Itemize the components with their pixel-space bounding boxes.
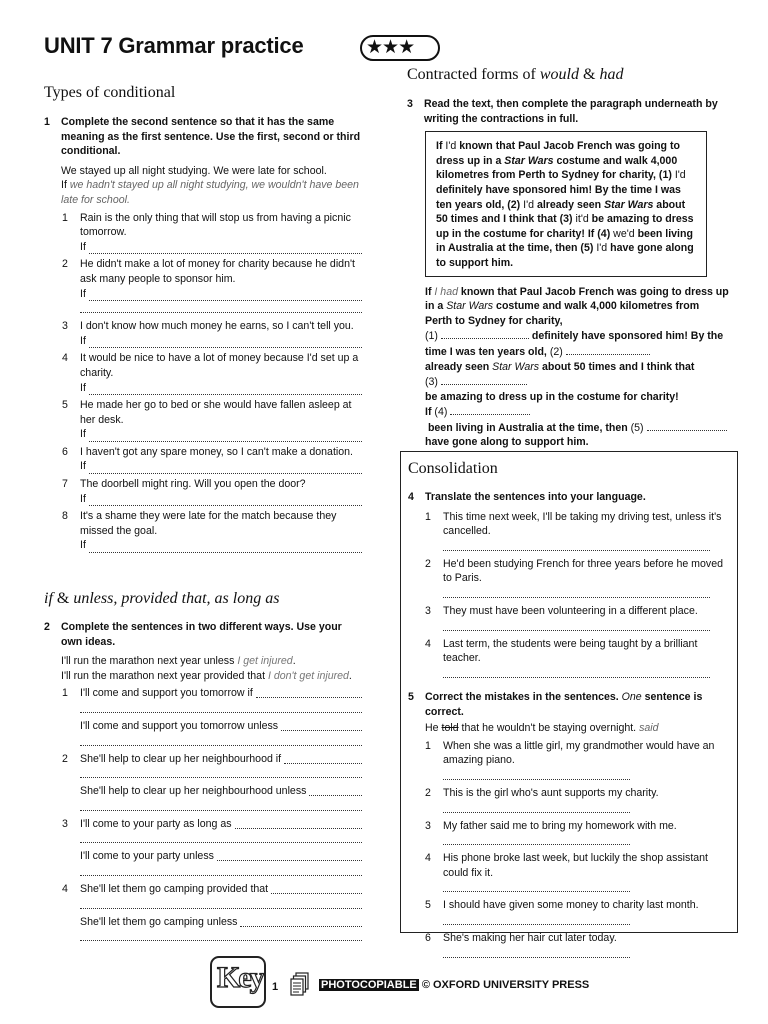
if-label: If (80, 428, 86, 441)
item-text: I haven't got any spare money, so I can't make a donation. (80, 445, 353, 458)
answer-line[interactable] (408, 768, 730, 783)
item-number: 1 (425, 739, 431, 752)
item-number: 3 (62, 817, 68, 830)
ex4-item (408, 604, 730, 619)
item-number: 2 (62, 752, 68, 765)
ex1-item (44, 477, 362, 492)
item-text: She's making her hair cut later today. (443, 931, 617, 944)
answer-line[interactable] (44, 301, 362, 316)
item-number: 3 (425, 819, 431, 832)
answer-line[interactable] (408, 833, 730, 848)
answer-line[interactable] (44, 381, 362, 396)
contraction-paragraph: If I had known that Paul Jacob French was going to dress up in a Star Wars costume and walk 4,000 kilometres from Perth to Sydney for charity, (1) definitely have sponsored him! By the time I was ten years old, (2) already seen Star Wars about 50 times and I think that (3) be amazing to dress up in the costume for charity! If (4) been living in Australia at the time, then (5) have gone along to support him. (425, 285, 729, 449)
answer-field[interactable] (235, 817, 362, 829)
item-text: My father said me to bring my homework with me. (443, 819, 677, 832)
item-text: When she was a little girl, my grandmother would have an amazing piano. (443, 739, 715, 767)
exercise-2 (44, 620, 362, 944)
sentence-start: I'll come and support you tomorrow if (80, 687, 253, 700)
ex1-item (44, 211, 362, 240)
ex5-item (408, 931, 730, 946)
example-answer: If we hadn't stayed up all night studying, we wouldn't have been late for school. (61, 179, 359, 206)
blank-3[interactable] (441, 374, 527, 385)
star-icons: ★★★ (366, 36, 415, 58)
answer-field[interactable] (284, 752, 362, 764)
item-number: 2 (425, 557, 431, 570)
answer-line[interactable] (44, 427, 362, 442)
section-types-of-conditional: Types of conditional (44, 84, 176, 101)
sentence-start: I'll come to your party unless (80, 850, 214, 863)
item-number: 4 (425, 637, 431, 650)
ex2-item (44, 882, 362, 897)
item-text: He made her go to bed or she would have fallen asleep at her desk. (80, 399, 352, 426)
sentence-start: She'll help to clear up her neighbourhood unless (80, 785, 307, 798)
answer-line[interactable] (408, 619, 730, 634)
item-number: 2 (425, 786, 431, 799)
exercise-4 (408, 490, 730, 681)
answer-line[interactable] (44, 831, 362, 846)
sentence-start: I'll come to your party as long as (80, 817, 232, 830)
consolidation-box (400, 451, 738, 944)
sentence-start: She'll help to clear up her neighbourhood if (80, 752, 282, 765)
key-logo: Key (209, 955, 267, 1009)
item-text: It would be nice to have a lot of money because I'd set up a charity. (80, 352, 359, 379)
ex5-item (408, 739, 730, 768)
ex2-item-alt (44, 719, 362, 734)
item-number: 2 (62, 258, 68, 271)
answer-line[interactable] (408, 586, 730, 601)
ex4-item (408, 637, 730, 666)
item-number: 4 (62, 352, 68, 365)
sentence-start: She'll let them go camping unless (80, 915, 238, 928)
answer-line[interactable] (44, 492, 362, 507)
if-label: If (80, 492, 86, 505)
answer-line[interactable] (408, 913, 730, 928)
answer-field[interactable] (271, 882, 362, 894)
answer-line[interactable] (44, 864, 362, 879)
blank-1[interactable] (441, 328, 529, 339)
photocopiable-badge: PHOTOCOPIABLE (321, 979, 417, 991)
item-number: 1 (62, 687, 68, 700)
item-number: 3 (425, 604, 431, 617)
example-sentence-1: I'll run the marathon next year unless I get injured. (61, 655, 296, 668)
answer-line[interactable] (44, 929, 362, 944)
item-text: They must have been volunteering in a different place. (443, 604, 698, 617)
exercise-5 (408, 690, 730, 961)
answer-line[interactable] (44, 240, 362, 255)
exercise-2-instruction: 2 Complete the sentences in two different ways. Use your own ideas. (44, 621, 342, 648)
ex1-item (44, 257, 362, 286)
ex5-item (408, 819, 730, 834)
if-label: If (80, 460, 86, 473)
sentence-start: I'll come and support you tomorrow unless (80, 719, 279, 732)
blank-2[interactable] (566, 344, 650, 355)
ex2-item (44, 686, 362, 701)
answer-field[interactable] (217, 849, 362, 861)
item-number: 8 (62, 510, 68, 523)
exercise-3 (407, 97, 729, 450)
ex5-item (408, 898, 730, 913)
ex2-item-alt (44, 849, 362, 864)
difficulty-stars (360, 35, 440, 61)
ex1-item (44, 398, 362, 427)
answer-line[interactable] (44, 799, 362, 814)
item-number: 3 (62, 320, 68, 333)
ex2-item-alt (44, 784, 362, 799)
item-text: I should have given some money to charity last month. (443, 899, 699, 912)
exercise-1 (44, 115, 362, 553)
ex1-item (44, 509, 362, 538)
item-text: The doorbell might ring. Will you open the door? (80, 478, 306, 491)
item-number: 1 (425, 510, 431, 523)
answer-field[interactable] (256, 686, 362, 698)
exercise-4-instruction: 4 Translate the sentences into your language. (408, 491, 646, 503)
section-consolidation: Consolidation (408, 460, 498, 477)
item-text: Rain is the only thing that will stop us from having a picnic tomorrow. (80, 211, 351, 239)
answer-field[interactable] (309, 784, 362, 796)
ex2-item (44, 752, 362, 767)
answer-line[interactable] (408, 666, 730, 681)
answer-line[interactable] (44, 766, 362, 781)
blank-4[interactable] (450, 404, 530, 415)
exercise-5-instruction: 5 Correct the mistakes in the sentences. One sentence is correct. (408, 691, 703, 718)
item-number: 5 (425, 899, 431, 912)
answer-line[interactable] (44, 897, 362, 912)
item-text: I don't know how much money he earns, so I can't tell you. (80, 320, 354, 333)
ex1-item (44, 319, 362, 334)
item-number: 4 (62, 882, 68, 895)
if-label: If (80, 539, 86, 552)
answer-field[interactable] (240, 915, 362, 927)
item-number: 6 (425, 931, 431, 944)
ex4-item (408, 557, 730, 586)
exercise-1-instruction: 1 Complete the second sentence so that it has the same meaning as the first sentence. Use the first, second or third conditional. (44, 116, 361, 158)
answer-line[interactable] (44, 287, 362, 302)
answer-line[interactable] (44, 459, 362, 474)
answer-line[interactable] (408, 801, 730, 816)
answer-line[interactable] (44, 538, 362, 553)
answer-line[interactable] (408, 946, 730, 961)
answer-line[interactable] (44, 701, 362, 716)
answer-line[interactable] (408, 539, 730, 554)
answer-line[interactable] (44, 734, 362, 749)
blank-5[interactable] (647, 420, 727, 431)
page-title: UNIT 7 Grammar practice (44, 33, 304, 58)
example-question: We stayed up all night studying. We were late for school. (61, 164, 327, 177)
if-label: If (80, 334, 86, 347)
ex1-item (44, 351, 362, 380)
ex5-item (408, 786, 730, 801)
if-label: If (80, 287, 86, 300)
item-text: He'd been studying French for three years before he moved to Paris. (443, 557, 723, 585)
if-label: If (80, 240, 86, 253)
item-text: This time next week, I'll be taking my driving test, unless it's cancelled. (443, 510, 722, 538)
item-text: It's a shame they were late for the match because they missed the goal. (80, 510, 337, 537)
photocopy-icon (290, 972, 310, 996)
answer-field[interactable] (281, 719, 362, 731)
ex1-item (44, 445, 362, 460)
section-contracted-forms: Contracted forms of would & had (407, 66, 624, 83)
item-number: 6 (62, 445, 68, 458)
sentence-start: She'll let them go camping provided that (80, 882, 269, 895)
item-number: 5 (62, 399, 68, 412)
item-text: This is the girl who's aunt supports my charity. (443, 786, 659, 799)
reading-text-box: If I'd known that Paul Jacob French was going to dress up in a Star Wars costume and walk 4,000 kilometres from Perth to Sydney for charity, (1) I'd definitely have sponsored him! By the time I was ten years old, (2) I'd already seen Star Wars about 50 times and I think that (3) it'd be amazing to dress up in the costume for charity! If (4) we'd been living in Australia at the time, then (5) I'd have gone along to support him. (425, 131, 707, 276)
example-sentence-2: I'll run the marathon next year provided that I don't get injured. (61, 669, 352, 682)
ex2-item (44, 817, 362, 832)
item-number: 4 (425, 852, 431, 865)
ex5-item (408, 851, 730, 880)
item-text: Last term, the students were being taught by a brilliant teacher. (443, 637, 698, 665)
if-label: If (80, 381, 86, 394)
answer-line[interactable] (44, 334, 362, 349)
item-text: He didn't make a lot of money for charity because he didn't ask many people to sponsor him. (80, 258, 355, 285)
exercise-3-instruction: 3 Read the text, then complete the paragraph underneath by writing the contractions in full. (407, 98, 718, 125)
section-if-unless: if & unless, provided that, as long as (44, 590, 280, 607)
ex2-item-alt (44, 915, 362, 930)
ex4-item (408, 510, 730, 539)
item-number: 7 (62, 478, 68, 491)
footer-text: PHOTOCOPIABLE © OXFORD UNIVERSITY PRESS (321, 979, 590, 991)
item-text: His phone broke last week, but luckily the shop assistant could fix it. (443, 852, 708, 879)
item-number: 1 (62, 211, 68, 224)
page-number: 1 (272, 981, 279, 993)
answer-line[interactable] (408, 880, 730, 895)
exercise-5-example: He told that he wouldn't be staying overnight. said (425, 722, 659, 735)
